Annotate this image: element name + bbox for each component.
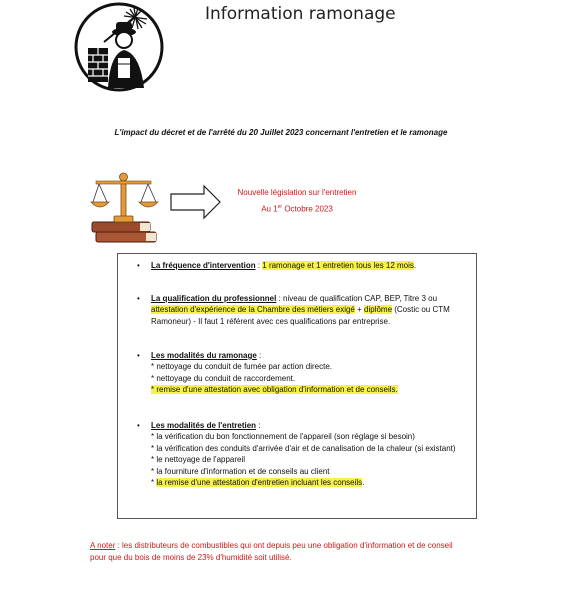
- ramonage-line: * nettoyage du conduit de raccordement.: [151, 373, 296, 383]
- highlight-entretien: la remise d'une attestation d'entretien incluant les conseils: [156, 478, 363, 488]
- footnote-label: A noter: [90, 541, 116, 550]
- bullet: •: [137, 351, 140, 360]
- entretien-line: * la vérification du bon fonctionnement de l'appareil (son réglage si besoin): [151, 432, 415, 442]
- heading-qualification: La qualification du professionnel: [151, 294, 277, 303]
- heading-entretien: Les modalités de l'entretien: [151, 421, 257, 430]
- ramonage-line: * nettoyage du conduit de fumée par action directe.: [151, 362, 333, 372]
- highlight-attestation: attestation d'expérience de la Chambre des métiers exigé: [151, 305, 355, 315]
- chimney-sweep-logo-icon: [74, 2, 164, 92]
- requirements-box: • La fréquence d'intervention : 1 ramonage et 1 entretien tous les 12 mois. • La qualification du professionnel : niveau de qualification CAP, BEP, Titre 3 ou attestation d'expérience de la Chambre des métiers exigé + diplôme (Costic ou CTM Ramoneur) - Il faut 1 référent avec ces qualifications par entreprise. • Les modalités du ramonage : * nettoyage du conduit de fumée par action directe. * nettoyage du conduit de raccordement. * remise d'une attestation avec obligation d'information et de conseils. • Les modalités de l'entretien : * la vérification du bon fonctionnement de l'appareil (son réglage si besoin) * la vérification des conduits d'arrivée d'air et de canalisation de la chaleur (si existant) * le nettoyage de l'appareil * la fourniture d'information et de conseils au client * la remise d'une attestation d'entretien incluant les conseils.: [117, 253, 477, 519]
- footnote-text: : les distributeurs de combustibles qui ont depuis peu une obligation d'information et de conseil pour que du bois de moins de 23% d'humidité soit utilisé.: [90, 541, 453, 562]
- legislation-date: Au 1er Octobre 2023: [261, 204, 333, 214]
- heading-ramonage: Les modalités du ramonage: [151, 351, 257, 360]
- page-title: Information ramonage: [205, 4, 396, 24]
- heading-frequence: La fréquence d'intervention: [151, 261, 256, 270]
- new-legislation-notice: [230, 186, 364, 217]
- bullet: •: [137, 261, 140, 270]
- highlight-ramonage: * remise d'une attestation avec obligation d'information et de conseils.: [151, 385, 398, 395]
- highlight-frequence: 1 ramonage et 1 entretien tous les 12 mois: [262, 261, 414, 270]
- bullet: •: [137, 294, 140, 303]
- scales-of-justice-icon: [90, 166, 160, 244]
- highlight-diplome: diplôme: [364, 305, 393, 315]
- decree-subtitle: L'impact du décret et de l'arrêté du 20 Juillet 2023 concernant l'entretien et le ramonage: [114, 128, 448, 137]
- entretien-line: * la fourniture d'information et de conseils au client: [151, 466, 330, 476]
- arrow-right-icon: [170, 184, 222, 220]
- entretien-line: * la vérification des conduits d'arrivée d'air et de canalisation de la chaleur (si existant): [151, 443, 456, 453]
- footnote: [90, 540, 470, 563]
- bullet: •: [137, 421, 140, 430]
- entretien-line: * le nettoyage de l'appareil: [151, 455, 246, 465]
- legislation-line: Nouvelle législation sur l'entretien: [237, 188, 357, 197]
